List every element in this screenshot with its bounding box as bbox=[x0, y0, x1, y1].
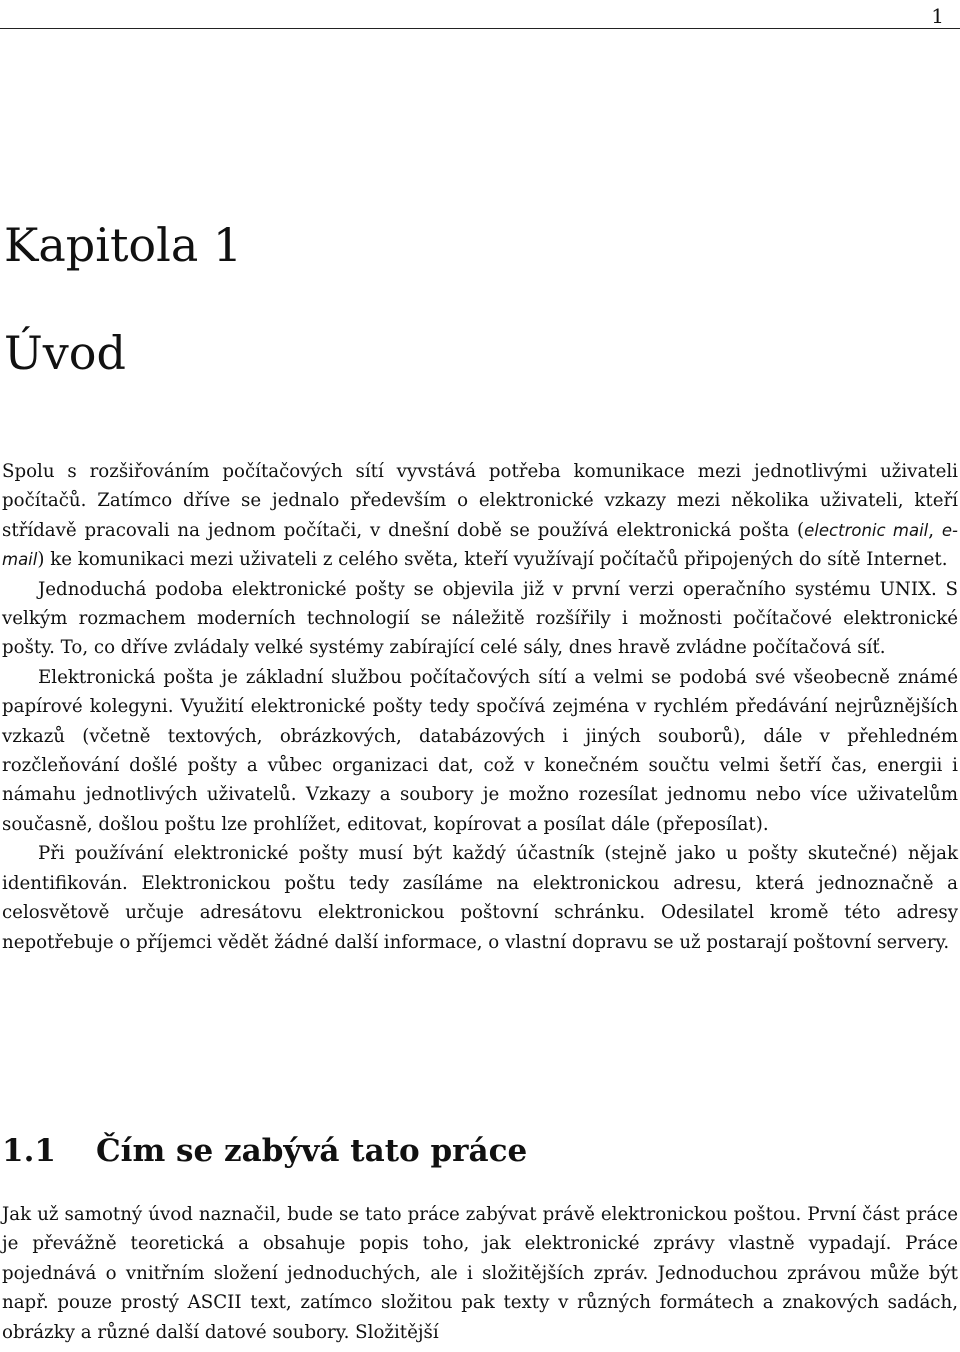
intro-paragraph-1 bbox=[2, 457, 958, 575]
section-heading bbox=[2, 1133, 528, 1169]
page-number: 1 bbox=[931, 4, 944, 28]
section-title: Čím se zabývá tato práce bbox=[96, 1133, 528, 1169]
intro-paragraph-4: Při používání elektronické pošty musí být každý účastník (stejně jako u pošty skutečné) nějak identifikován. Elektronickou poštu tedy zasíláme na elektronickou adresu, která jednoznačně a celosvětově určuje adresátovu elektronickou poštovní schránku. Odesilatel kromě této adresy nepotřebuje o příjemci vědět žádné další informace, o vlastní dopravu se už postarají poštovní servery. bbox=[2, 843, 958, 953]
header-rule bbox=[0, 28, 960, 29]
term-e-mail: e-mail bbox=[2, 520, 958, 570]
intro-text bbox=[2, 457, 958, 957]
intro-paragraph-1-part1: Spolu s rozšiřováním počítačových sítí vyvstává potřeba komunikace mezi jednotlivými uživateli počítačů. Zatímco dříve se jednalo především o elektronické vzkazy mezi několika uživateli, kteří střídavě pracovali na jednom počítači, v dnešní době se používá elektronická pošta ( bbox=[2, 461, 958, 541]
term-separator: , bbox=[928, 519, 942, 541]
intro-paragraph-2: Jednoduchá podoba elektronické pošty se objevila již v první verzi operačního systému UNIX. S velkým rozmachem moderních technologií se náležitě rozšířily i možnosti počítačové elektronické pošty. To, co dříve zvládaly velké systémy zabírající celé sály, dnes hravě zvládne počítačová síť. bbox=[2, 578, 958, 659]
term-electronic-mail: electronic mail bbox=[804, 520, 929, 540]
chapter-title: Úvod bbox=[4, 326, 126, 380]
intro-paragraph-3: Elektronická pošta je základní službou počítačových sítí a velmi se podobá své všeobecně známé papírové kolegyni. Využití elektronické pošty tedy spočívá zejména v rychlém předávání nejrůznějších vzkazů (včetně textových, obrázkových, databázových i jiných souborů), dále v přehledném rozčleňování došlé pošty a vůbec organizaci dat, což v konečném součtu velmi šetří čas, energii i námahu jednotlivých uživatelů. Vzkazy a soubory je možno rozesílat jednomu nebo více uživatelům současně, došlou poštu lze prohlížet, editovat, kopírovat a posílat dále (přeposílat). bbox=[2, 666, 958, 835]
section-paragraph-1: Jak už samotný úvod naznačil, bude se tato práce zabývat právě elektronickou poštou. První část práce je převážně teoretická a obsahuje popis toho, jak elektronické zprávy vlastně vypadají. Práce pojednává o vnitřním složení jednoduchých, ale i složitějších zpráv. Jednoduchou zprávou může být např. pouze prostý ASCII text, zatímco složitou pak texty v různých formátech a znakových sadách, obrázky a různé další datové soubory. Složitější bbox=[2, 1204, 958, 1343]
section-text bbox=[2, 1200, 958, 1347]
chapter-label: Kapitola 1 bbox=[4, 218, 243, 272]
intro-paragraph-1-part2: ) ke komunikaci mezi uživateli z celého světa, kteří využívají počítačů připojených do sítě Internet. bbox=[37, 549, 948, 571]
section-number: 1.1 bbox=[2, 1133, 56, 1169]
